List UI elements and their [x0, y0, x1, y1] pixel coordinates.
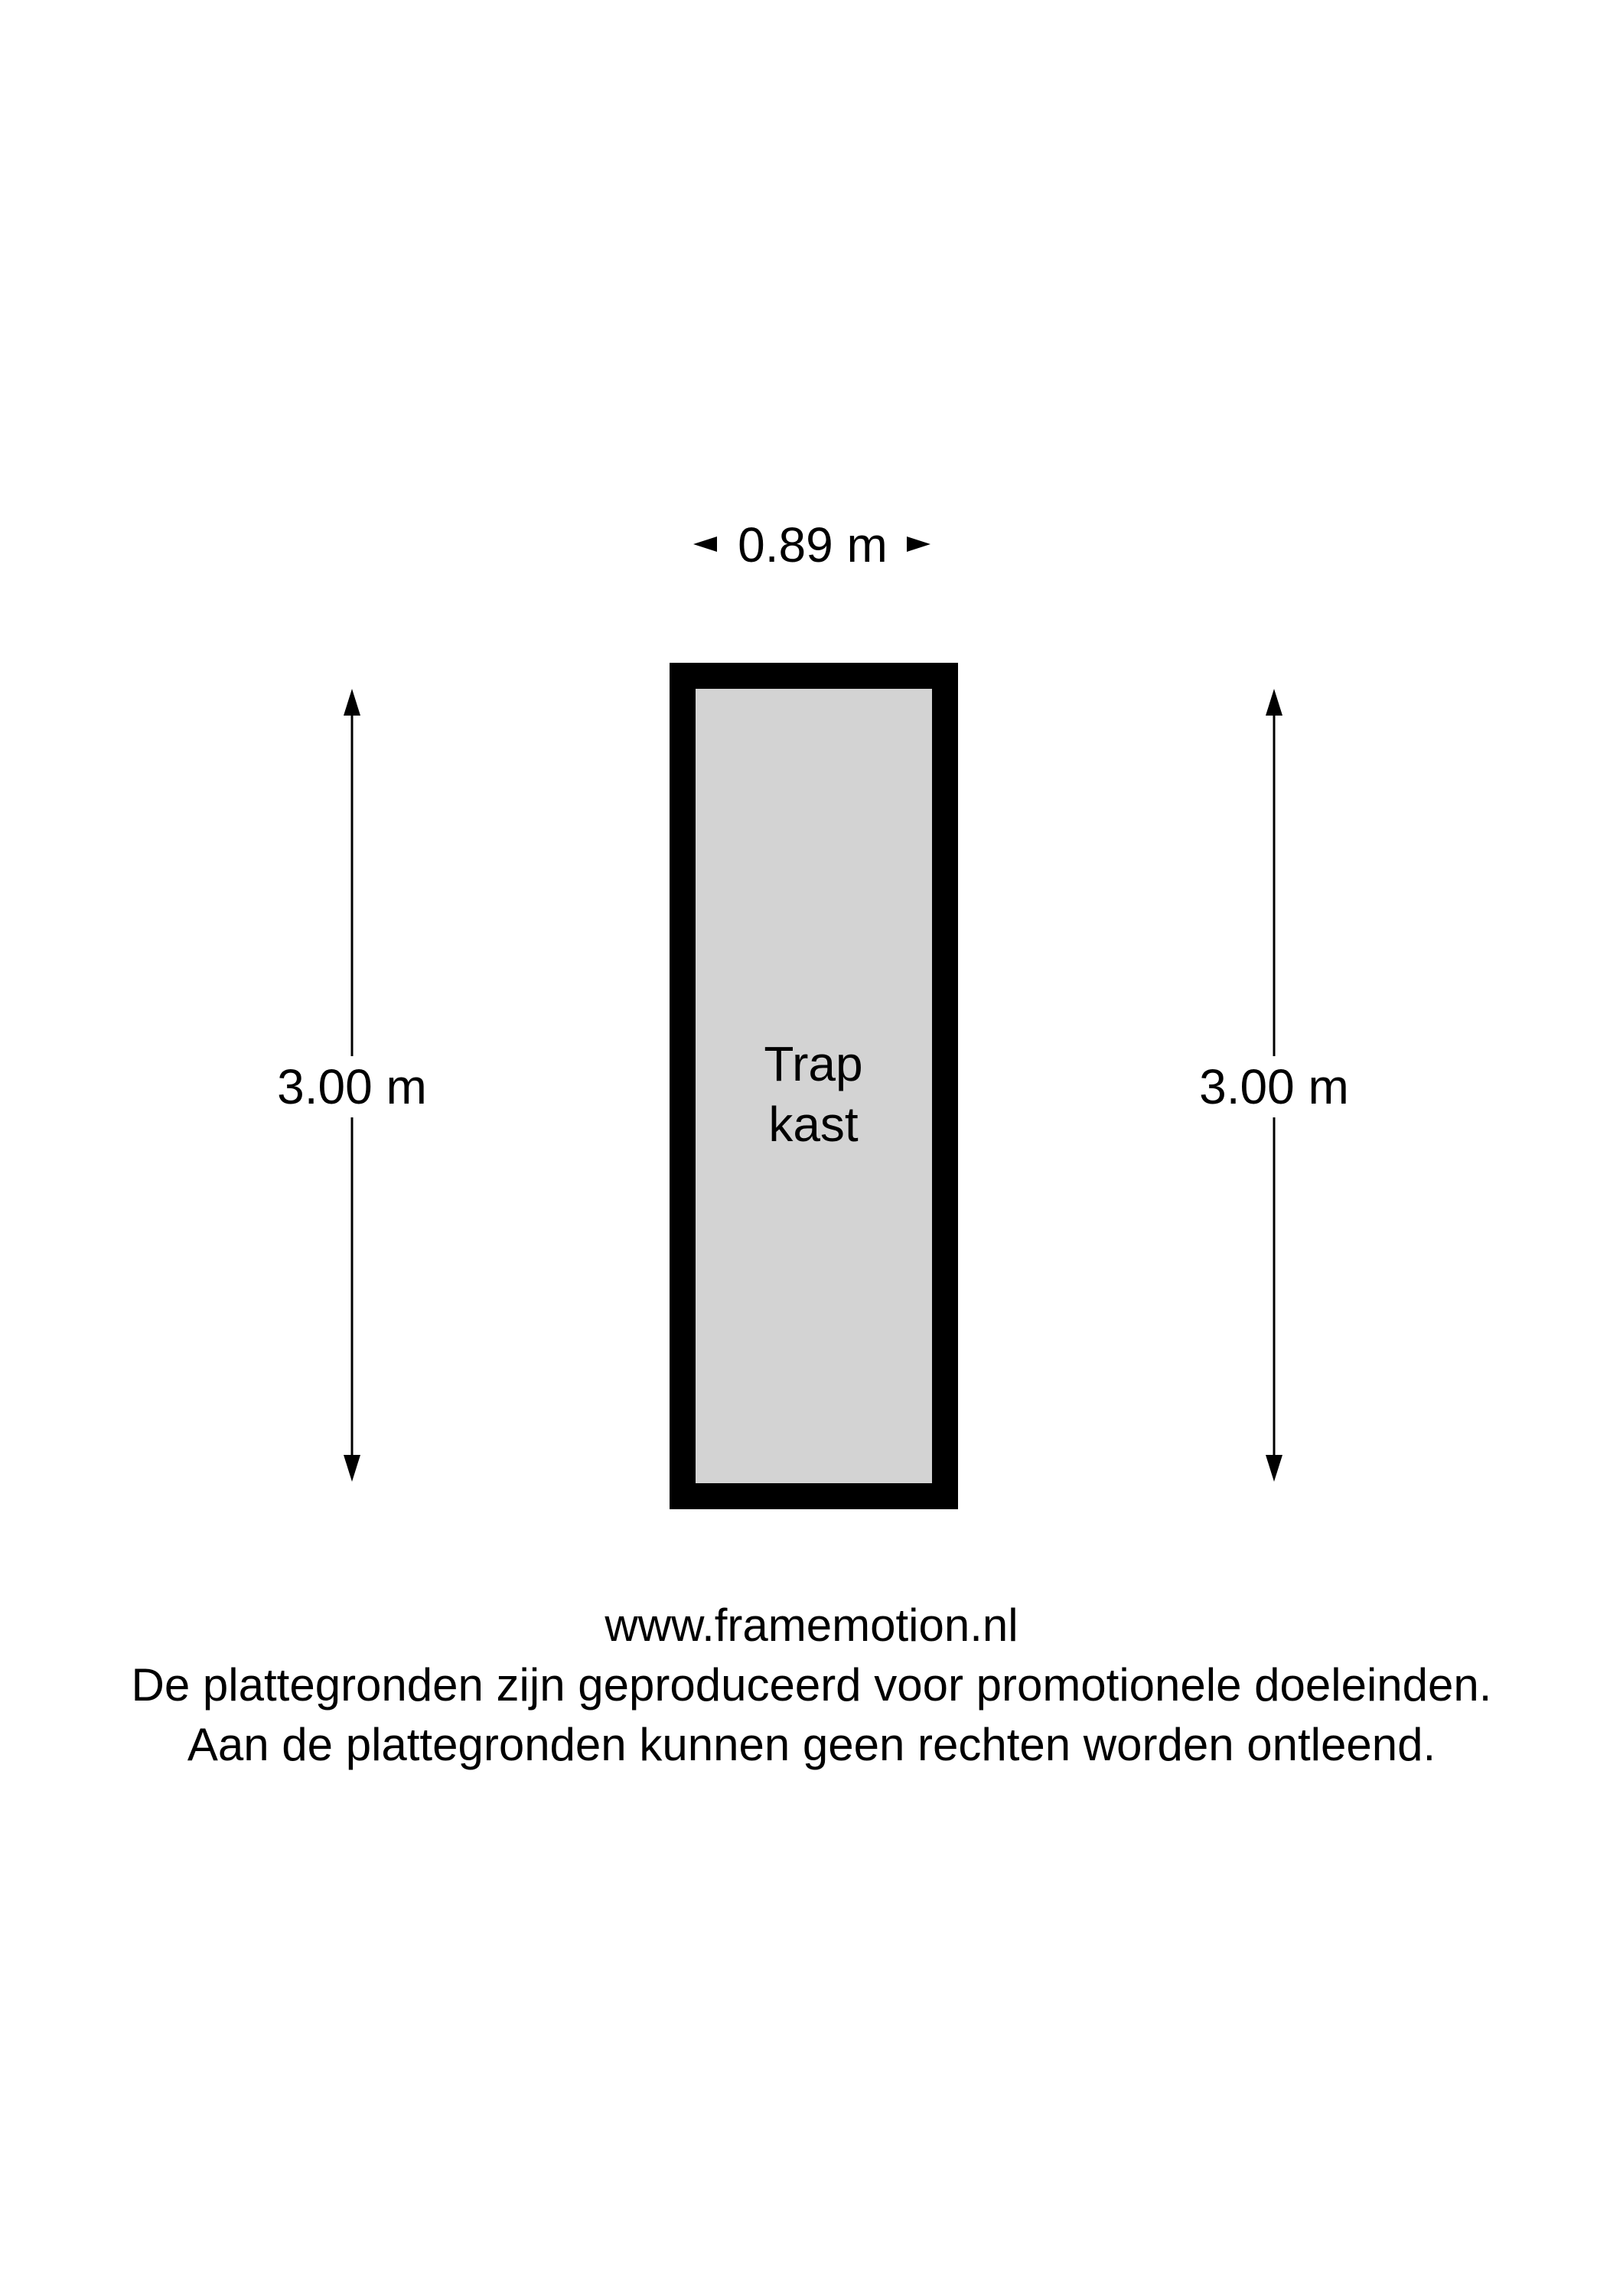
website-text: www.framemotion.nl	[605, 1600, 1018, 1651]
disclaimer-line-1: De plattegronden zijn geproduceerd voor promotionele doeleinden.	[131, 1659, 1492, 1711]
disclaimer-line-2: Aan de plattegronden kunnen geen rechten worden ontleend.	[187, 1719, 1436, 1770]
left-height-dimension	[277, 689, 427, 1482]
left-height-label: 3.00 m	[277, 1059, 427, 1114]
room-trapkast	[670, 663, 958, 1509]
right-height-label: 3.00 m	[1199, 1059, 1349, 1114]
top-width-dimension	[693, 517, 930, 572]
down-arrowhead-icon	[1266, 1455, 1282, 1482]
room-label-line1: Trap	[764, 1036, 863, 1091]
up-arrowhead-icon	[344, 689, 360, 716]
up-arrowhead-icon	[1266, 689, 1282, 716]
right-height-dimension	[1199, 689, 1349, 1482]
top-width-label: 0.89 m	[738, 517, 888, 572]
right-arrowhead-icon	[907, 536, 930, 552]
room-label-line2: kast	[768, 1097, 859, 1152]
footer-text	[0, 1596, 1623, 1775]
left-arrowhead-icon	[693, 536, 717, 552]
down-arrowhead-icon	[344, 1455, 360, 1482]
